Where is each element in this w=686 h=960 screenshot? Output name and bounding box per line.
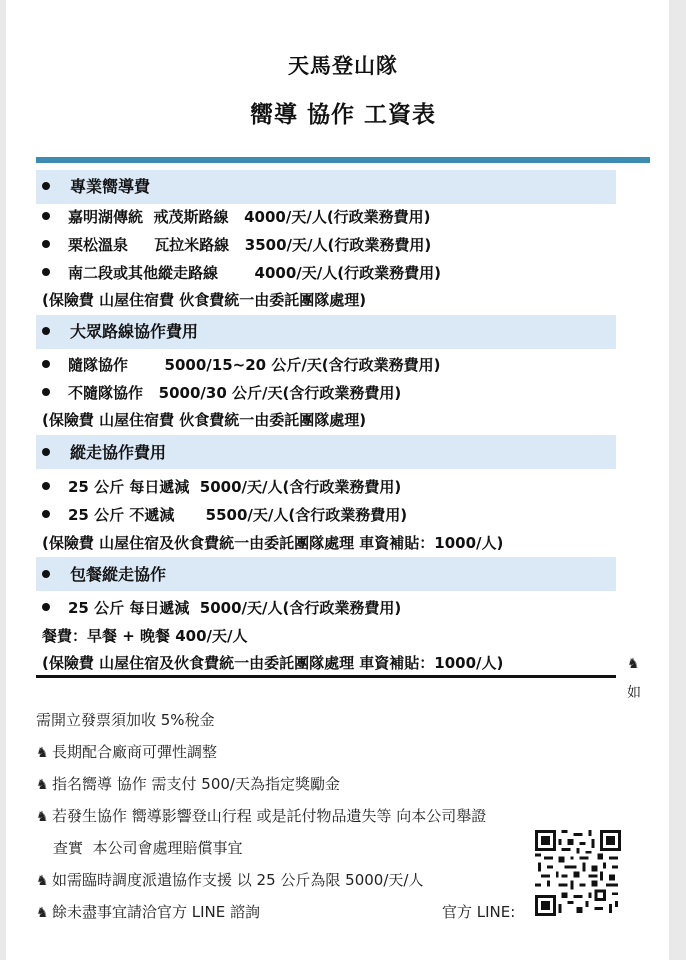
section-heading: 專業嚮導費 (42, 177, 150, 197)
section-heading: 包餐縱走協作 (42, 565, 166, 585)
knight-icon: ♞ (36, 809, 49, 825)
footer-line: ♞ 指名嚮導 協作 需支付 500/天為指定獎勵金 (36, 775, 340, 793)
section-note: (保險費 山屋住宿及伙食費統一由委託團隊處理 車資補貼：1000/人) (42, 534, 504, 552)
knight-icon: ♞ (36, 745, 49, 761)
bullet-icon (42, 482, 50, 490)
bullet-icon (42, 448, 50, 456)
bullet-icon (42, 360, 50, 368)
page-title: 嚮導 協作 工資表 (249, 102, 436, 128)
org-title: 天馬登山隊 (288, 54, 398, 78)
footer-line: ♞ 如需臨時調度派遣協作支援 以 25 公斤為限 5000/天/人 (36, 871, 424, 889)
bullet-icon (42, 268, 50, 276)
footer-line-continuation: 查實 本公司會處理賠償事宜 (53, 839, 243, 857)
footer-line: ♞ 長期配合廠商可彈性調整 (36, 743, 218, 761)
footer-line: ♞ 若發生協作 嚮導影響登山行程 或是託付物品遺失等 向本公司舉證 (36, 807, 487, 825)
section-end-rule (36, 675, 616, 678)
qr-code-icon[interactable] (535, 830, 621, 916)
bullet-icon (42, 388, 50, 396)
knight-icon: ♞ (627, 656, 640, 672)
section-note: (保險費 山屋住宿費 伙食費統一由委託團隊處理) (42, 411, 367, 429)
section-heading: 縱走協作費用 (42, 443, 166, 463)
list-item: 25 公斤 不遞減 5500/天/人(含行政業務費用) (42, 505, 407, 525)
list-item: 25 公斤 每日遞減 5000/天/人(含行政業務費用) (42, 598, 401, 618)
line-label: 官方 LINE: (442, 903, 516, 921)
footer-line: ♞ 餘未盡事宜請洽官方 LINE 諮詢 (36, 903, 261, 921)
list-item: 南二段或其他縱走路線 4000/天/人(行政業務費用) (42, 263, 441, 283)
knight-icon: ♞ (36, 777, 49, 793)
knight-icon: ♞ (36, 905, 49, 921)
bullet-icon (42, 182, 50, 190)
section-note: (保險費 山屋住宿及伙食費統一由委託團隊處理 車資補貼：1000/人) (42, 654, 504, 672)
list-item: 栗松溫泉 瓦拉米路線 3500/天/人(行政業務費用) (42, 235, 431, 255)
section-note: (保險費 山屋住宿費 伙食費統一由委託團隊處理) (42, 291, 367, 309)
header-rule (36, 157, 650, 163)
bullet-icon (42, 570, 50, 578)
list-item: 25 公斤 每日遞減 5000/天/人(含行政業務費用) (42, 477, 401, 497)
bullet-icon (42, 212, 50, 220)
bullet-icon (42, 240, 50, 248)
side-note-text: 如 (627, 685, 641, 701)
section-heading: 大眾路線協作費用 (42, 322, 198, 342)
list-item: 隨隊協作 5000/15~20 公斤/天(含行政業務費用) (42, 355, 441, 375)
bullet-icon (42, 603, 50, 611)
list-item: 不隨隊協作 5000/30 公斤/天(含行政業務費用) (42, 383, 401, 403)
tax-note: 需開立發票須加收 5%稅金 (36, 711, 215, 729)
knight-icon: ♞ (36, 873, 49, 889)
bullet-icon (42, 327, 50, 335)
section-note: 餐費：早餐 + 晚餐 400/天/人 (42, 627, 248, 645)
list-item: 嘉明湖傳統 戒茂斯路線 4000/天/人(行政業務費用) (42, 207, 431, 227)
bullet-icon (42, 510, 50, 518)
